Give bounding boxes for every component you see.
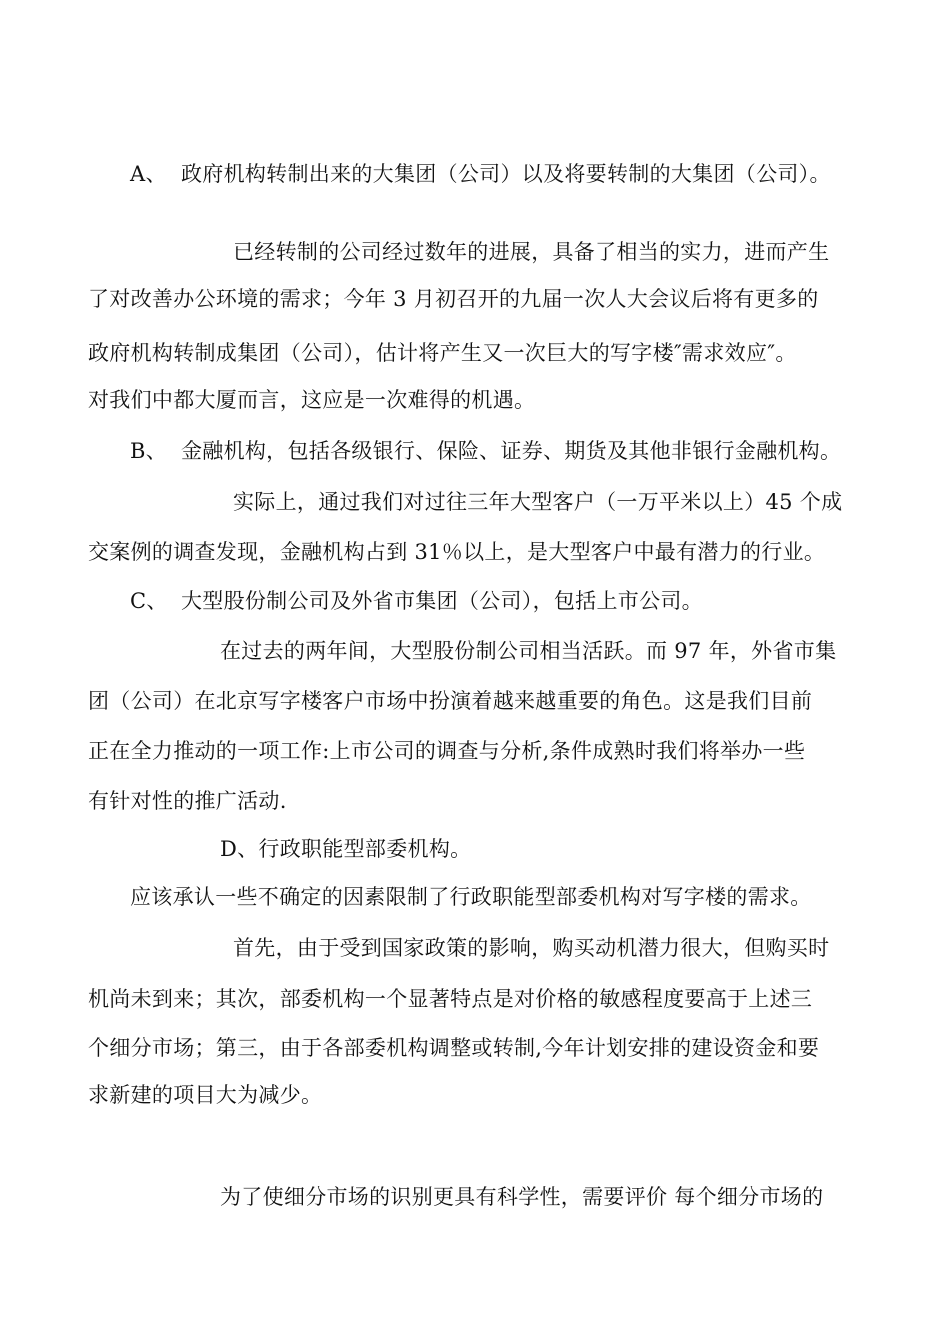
- section-b-label: B、: [130, 439, 168, 463]
- section-c-heading-line: [130, 586, 910, 616]
- section-b-body-line: 实际上，通过我们对过往三年大型客户（一万平米以上）45 个成: [233, 490, 843, 514]
- section-d-body-line: 机尚未到来；其次，部委机构一个显著特点是对价格的敏感程度要高于上述三: [88, 987, 813, 1011]
- section-a-label: A、: [130, 162, 167, 186]
- section-d-body-line: 个细分市场；第三，由于各部委机构调整或转制,今年计划安排的建设资金和要: [88, 1036, 820, 1060]
- section-d-body-line: 首先，由于受到国家政策的影响，购买动机潜力很大，但购买时: [233, 936, 830, 960]
- section-b-body-line: 交案例的调查发现，金融机构占到 31％以上，是大型客户中最有潜力的行业。: [88, 540, 826, 564]
- section-c-heading: 大型股份制公司及外省市集团（公司），包括上市公司。: [180, 589, 703, 613]
- section-a-body-line: 政府机构转制成集团（公司），估计将产生又一次巨大的写字楼″需求效应″。: [88, 341, 797, 365]
- section-d-heading: D、行政职能型部委机构。: [220, 837, 472, 861]
- section-c-body-line: 在过去的两年间，大型股份制公司相当活跃。而 97 年，外省市集: [220, 639, 837, 663]
- section-d-body-line: 求新建的项目大为减少。: [88, 1083, 323, 1107]
- section-c-body-line: 有针对性的推广活动.: [88, 789, 287, 813]
- section-a-heading: 政府机构转制出来的大集团（公司）以及将要转制的大集团（公司）。: [180, 162, 831, 186]
- section-a-heading-line: [130, 159, 910, 189]
- section-a-body-line: 已经转制的公司经过数年的进展，具备了相当的实力，进而产生: [233, 240, 830, 264]
- section-a-body-line: 了对改善办公环境的需求；今年 3 月初召开的九届一次人大会议后将有更多的: [88, 287, 819, 311]
- section-a-body-line: 对我们中都大厦而言，这应是一次难得的机遇。: [88, 388, 536, 412]
- section-b-heading-line: [130, 436, 910, 466]
- section-b-heading: 金融机构，包括各级银行、保险、证券、期货及其他非银行金融机构。: [180, 439, 842, 463]
- section-c-body-line: 团（公司）在北京写字楼客户市场中扮演着越来越重要的角色。这是我们目前: [88, 689, 813, 713]
- section-c-label: C、: [130, 589, 168, 613]
- section-d-intro: 应该承认一些不确定的因素限制了行政职能型部委机构对写字楼的需求。: [130, 885, 812, 909]
- closing-line: 为了使细分市场的识别更具有科学性，需要评价 每个细分市场的: [220, 1185, 824, 1209]
- section-c-body-line: 正在全力推动的一项工作:上市公司的调查与分析,条件成熟时我们将举办一些: [88, 739, 806, 763]
